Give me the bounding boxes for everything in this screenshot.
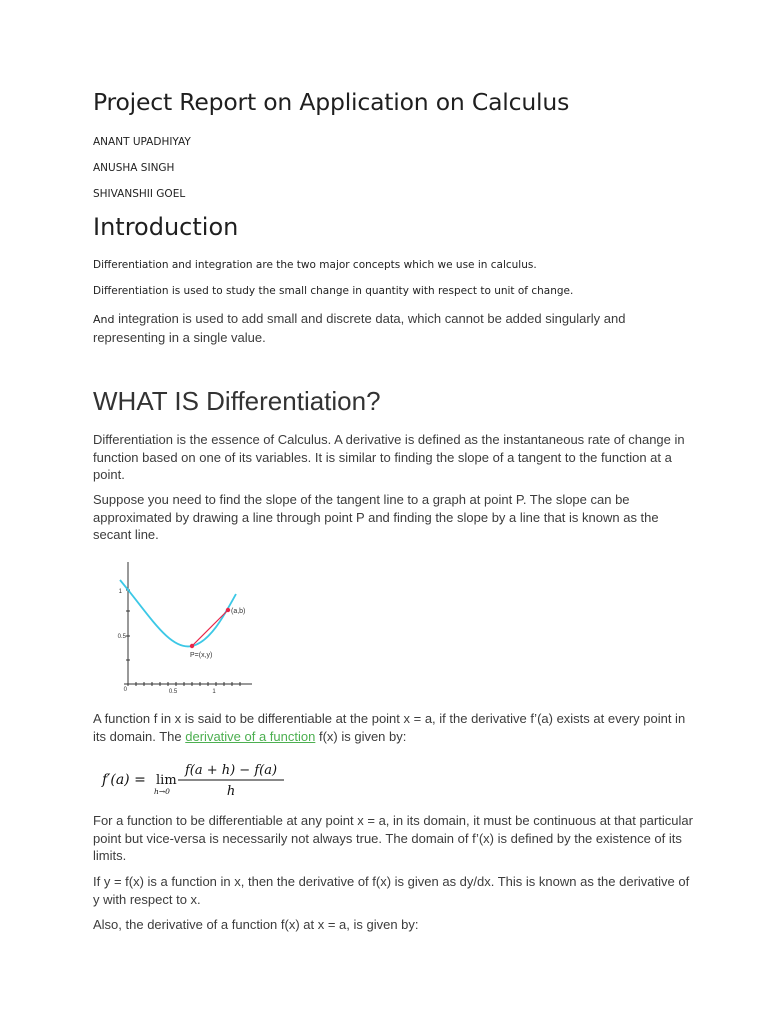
function-curve [117, 580, 236, 646]
body-paragraph: Suppose you need to find the slope of the tangent line to a graph at point P. The slope can be approximated by drawing a line through point P and finding the slope by a line that is known as the secant line. [93, 492, 659, 543]
introduction-heading: Introduction [93, 213, 239, 241]
point-ab-marker [226, 608, 230, 612]
body-paragraph: If y = f(x) is a function in x, then the derivative of f(x) is given as dy/dx. This is known as the derivative of y with respect to x. [93, 874, 690, 907]
formula-lim-subscript: h→0 [154, 787, 170, 796]
point-p-marker [190, 644, 194, 648]
formula-lim: lim [156, 773, 177, 788]
formula-lhs: f′(a) = [102, 772, 146, 788]
secant-line [192, 610, 228, 646]
point-ab-label: (a,b) [231, 608, 246, 615]
body-paragraph: Differentiation is the essence of Calculus. A derivative is defined as the instantaneous rate of change in function based on one of its variables. It is similar to finding the slope of a tangent to the function at a point. [93, 432, 685, 483]
y-tick-label: 0.5 [117, 634, 126, 640]
differentiation-heading: WHAT IS Differentiation? [93, 386, 381, 416]
body-text: A function f in x is said to be differentiable at the point x = a, if the derivative f’(a) exists at every point in its domain. The [93, 711, 686, 744]
y-tick-label: 1 [118, 589, 122, 595]
author-name: ANANT UPADHIYAY [93, 136, 191, 148]
intro-and-word: And [93, 313, 115, 326]
x-tick-label: 0 [123, 687, 127, 693]
secant-line-graph [110, 556, 260, 696]
document-title: Project Report on Application on Calculus [93, 88, 570, 116]
intro-paragraph: Differentiation is used to study the small change in quantity with respect to unit of change. [93, 285, 574, 297]
body-paragraph [93, 710, 693, 745]
intro-paragraph: Differentiation and integration are the two major concepts which we use in calculus. [93, 259, 537, 271]
intro-text: integration is used to add small and discrete data, which cannot be added singularly and representing in a single value. [93, 311, 626, 345]
body-text: f(x) is given by: [315, 728, 407, 744]
intro-paragraph [93, 310, 693, 346]
derivative-link[interactable]: derivative of a function [185, 728, 316, 744]
body-paragraph: Also, the derivative of a function f(x) at x = a, is given by: [93, 917, 419, 932]
x-tick-label: 1 [212, 689, 216, 695]
formula-denominator: h [226, 784, 236, 799]
body-paragraph: For a function to be differentiable at any point x = a, in its domain, it must be continuous at that particular point but vice-versa is necessarily not always true. The domain of f’(x) is defined by the existence of its limits. [93, 813, 693, 864]
point-p-label: P=(x,y) [190, 652, 213, 659]
derivative-formula [100, 758, 300, 802]
author-name: ANUSHA SINGH [93, 162, 175, 174]
x-tick-label: 0.5 [168, 689, 178, 695]
author-name: SHIVANSHII GOEL [93, 188, 186, 200]
formula-numerator: f(a + h) − f(a) [184, 763, 278, 778]
